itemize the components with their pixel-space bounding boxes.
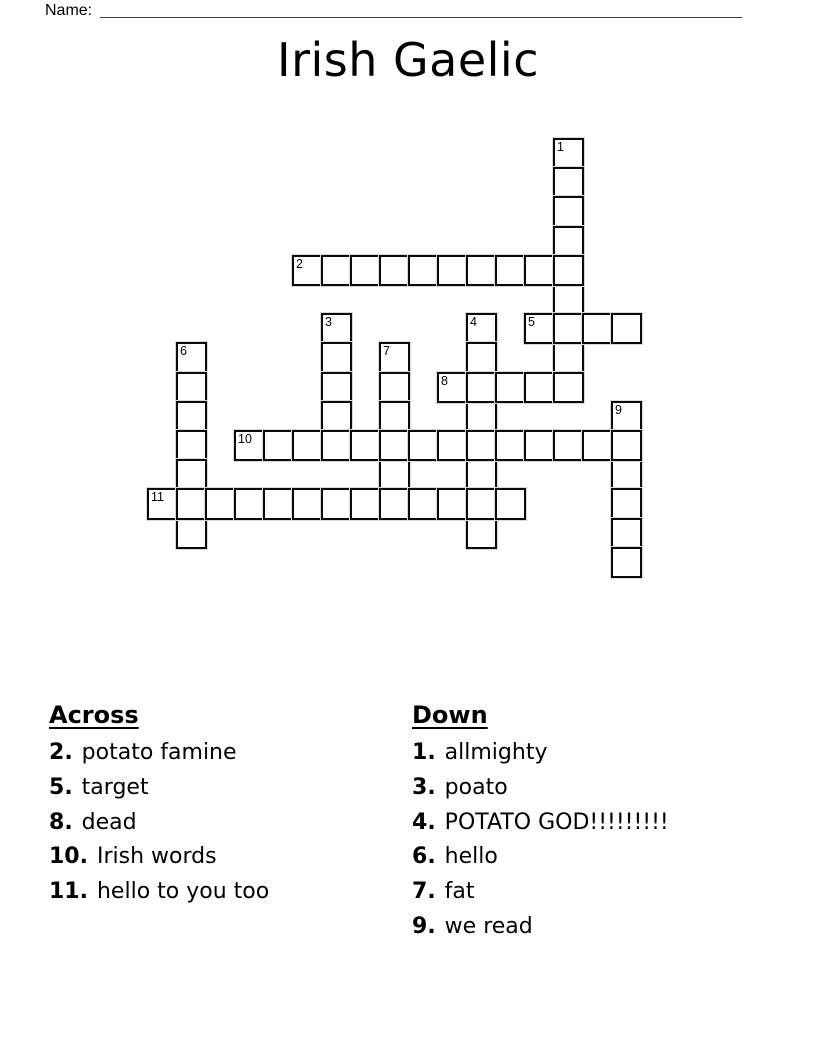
cell-number: 8 <box>441 373 448 388</box>
crossword-cell[interactable] <box>611 430 642 461</box>
crossword-cell[interactable] <box>553 430 584 461</box>
across-clue-list <box>49 736 269 910</box>
crossword-cell[interactable] <box>379 488 410 519</box>
crossword-cell[interactable] <box>524 255 555 286</box>
down-clues-section <box>412 701 669 945</box>
crossword-cell[interactable] <box>437 255 468 286</box>
down-heading: Down <box>412 701 488 729</box>
crossword-cell[interactable] <box>524 372 555 403</box>
clue-number: 1 . <box>412 740 436 765</box>
crossword-cell[interactable] <box>466 518 497 549</box>
clue-number: 3 . <box>412 775 436 800</box>
across-clues-section <box>49 701 269 910</box>
crossword-cell[interactable] <box>379 372 410 403</box>
crossword-cell[interactable] <box>495 488 526 519</box>
clue-item <box>412 875 669 910</box>
crossword-cell[interactable] <box>466 313 497 344</box>
clue-item <box>412 806 669 841</box>
cell-number: 10 <box>238 432 252 446</box>
crossword-cell[interactable] <box>466 342 497 373</box>
clue-number: 11 . <box>49 879 88 904</box>
clue-number: 7 . <box>412 879 436 904</box>
clue-number: 2 . <box>49 740 73 765</box>
clue-text: hello <box>444 844 498 870</box>
crossword-cell[interactable] <box>524 430 555 461</box>
cell-number: 4 <box>470 315 477 330</box>
crossword-cell[interactable] <box>379 430 410 461</box>
crossword-cell[interactable] <box>495 255 526 286</box>
crossword-cell[interactable] <box>524 313 555 344</box>
clue-text: target <box>81 774 149 800</box>
cell-number: 7 <box>383 344 390 359</box>
crossword-cell[interactable] <box>408 255 439 286</box>
clue-number: 4 . <box>412 810 436 835</box>
crossword-cell[interactable] <box>553 313 584 344</box>
crossword-cell[interactable] <box>466 430 497 461</box>
crossword-cell[interactable] <box>350 430 381 461</box>
clue-item <box>412 910 669 945</box>
cell-number: 9 <box>615 402 622 417</box>
crossword-cell[interactable] <box>176 401 207 432</box>
crossword-cell[interactable] <box>611 313 642 344</box>
crossword-cell[interactable] <box>379 401 410 432</box>
crossword-cell[interactable] <box>263 430 294 461</box>
crossword-cell[interactable] <box>176 488 207 519</box>
crossword-cell[interactable] <box>292 430 323 461</box>
crossword-cell[interactable] <box>379 459 410 490</box>
crossword-cell[interactable] <box>408 430 439 461</box>
clue-text: POTATO GOD!!!!!!!!! <box>444 809 669 835</box>
crossword-cell[interactable] <box>321 342 352 373</box>
crossword-cell[interactable] <box>553 138 584 169</box>
clue-item <box>49 736 269 771</box>
clue-number: 6 . <box>412 844 436 869</box>
crossword-cell[interactable] <box>379 255 410 286</box>
clue-item <box>412 840 669 875</box>
crossword-cell[interactable] <box>553 342 584 373</box>
clue-number: 9 . <box>412 914 436 939</box>
crossword-cell[interactable] <box>553 372 584 403</box>
clue-text: fat <box>444 879 475 905</box>
crossword-cell[interactable] <box>176 459 207 490</box>
clue-text: allmighty <box>444 740 548 765</box>
crossword-cell[interactable] <box>176 430 207 461</box>
crossword-cell[interactable] <box>437 430 468 461</box>
page-title: Irish Gaelic <box>277 33 539 87</box>
clue-text: hello to you too <box>96 879 270 905</box>
crossword-cell[interactable] <box>495 372 526 403</box>
crossword-cell[interactable] <box>350 255 381 286</box>
crossword-cell[interactable] <box>379 342 410 373</box>
crossword-cell[interactable] <box>466 488 497 519</box>
clue-text: potato famine <box>81 740 237 765</box>
crossword-cell[interactable] <box>321 255 352 286</box>
clue-item <box>49 840 269 875</box>
clue-number: 8 . <box>49 810 73 835</box>
down-clue-list <box>412 736 669 945</box>
crossword-cell[interactable] <box>553 196 584 227</box>
clue-item <box>49 875 269 910</box>
crossword-cell[interactable] <box>553 255 584 286</box>
crossword-cell[interactable] <box>437 488 468 519</box>
cell-number: 1 <box>557 140 564 154</box>
clue-text: poato <box>444 774 508 800</box>
crossword-cell[interactable] <box>437 372 468 403</box>
crossword-cell[interactable] <box>408 488 439 519</box>
cell-number: 2 <box>296 256 303 271</box>
crossword-cell[interactable] <box>611 518 642 549</box>
clue-number: 5 . <box>49 775 73 800</box>
crossword-cell[interactable] <box>292 255 323 286</box>
clue-text: Irish words <box>96 844 217 870</box>
crossword-cell[interactable] <box>176 518 207 549</box>
crossword-cell[interactable] <box>176 372 207 403</box>
crossword-cell[interactable] <box>611 488 642 519</box>
name-label: Name: <box>45 2 93 19</box>
crossword-cell[interactable] <box>176 342 207 373</box>
crossword-cell[interactable] <box>495 430 526 461</box>
crossword-cell[interactable] <box>234 488 265 519</box>
crossword-cell[interactable] <box>466 372 497 403</box>
crossword-cell[interactable] <box>466 459 497 490</box>
across-heading: Across <box>49 701 139 729</box>
clue-item <box>49 806 269 841</box>
cell-number: 5 <box>528 315 535 330</box>
crossword-cell[interactable] <box>466 401 497 432</box>
crossword-cell[interactable] <box>553 284 584 315</box>
crossword-cell[interactable] <box>553 226 584 257</box>
clue-item <box>412 736 669 771</box>
clue-text: we read <box>444 913 533 939</box>
cell-number: 6 <box>180 344 187 359</box>
cell-number: 3 <box>325 315 332 330</box>
crossword-cell[interactable] <box>466 255 497 286</box>
crossword-cell[interactable] <box>321 313 352 344</box>
crossword-cell[interactable] <box>147 488 178 519</box>
crossword-cell[interactable] <box>321 430 352 461</box>
crossword-cell[interactable] <box>582 430 613 461</box>
crossword-cell[interactable] <box>611 459 642 490</box>
clue-text: dead <box>81 809 137 835</box>
crossword-cell[interactable] <box>321 488 352 519</box>
crossword-cell[interactable] <box>582 313 613 344</box>
clue-item <box>412 771 669 806</box>
crossword-cell[interactable] <box>350 488 381 519</box>
crossword-cell[interactable] <box>553 167 584 198</box>
crossword-cell[interactable] <box>611 401 642 432</box>
crossword-cell[interactable] <box>611 547 642 578</box>
cell-number: 11 <box>151 490 164 505</box>
crossword-cell[interactable] <box>321 372 352 403</box>
clue-number: 10 . <box>49 844 88 869</box>
clue-item <box>49 771 269 806</box>
crossword-cell[interactable] <box>205 488 236 519</box>
crossword-cell[interactable] <box>263 488 294 519</box>
crossword-cell[interactable] <box>321 401 352 432</box>
crossword-cell[interactable] <box>234 430 265 461</box>
crossword-cell[interactable] <box>292 488 323 519</box>
